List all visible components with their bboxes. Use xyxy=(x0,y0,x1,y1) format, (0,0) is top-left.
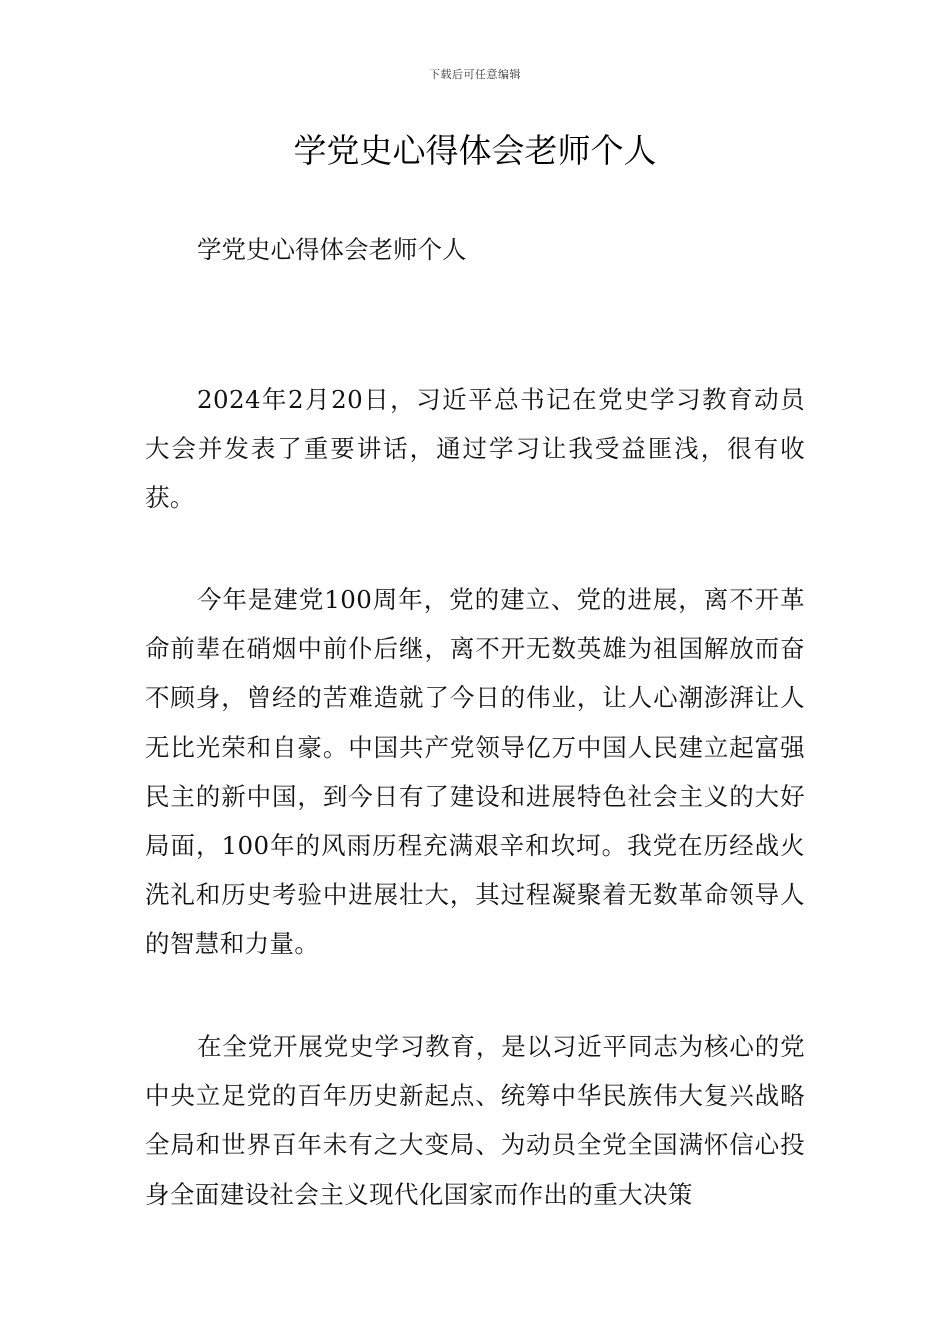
body-paragraph: 2024年2月20日，习近平总书记在党史学习教育动员大会并发表了重要讲话，通过学习让我受益匪浅，很有收获。 xyxy=(145,385,805,513)
body-paragraph: 今年是建党100周年，党的建立、党的进展，离不开革命前辈在硝烟中前仆后继，离不开无数英雄为祖国解放而奋不顾身，曾经的苦难造就了今日的伟业，让人心潮澎湃让人无比光荣和自豪。中国共产党领导亿万中国人民建立起富强民主的新中国，到今日有了建设和进展特色社会主义的大好局面，100年的风雨历程充满艰辛和坎坷。我党在历经战火洗礼和历史考验中进展壮大，其过程凝聚着无数革命领导人的智慧和力量。 xyxy=(145,585,805,959)
body-paragraph: 在全党开展党史学习教育，是以习近平同志为核心的党中央立足党的百年历史新起点、统筹中华民族伟大复兴战略全局和世界百年未有之大变局、为动员全党全国满怀信心投身全面建设社会主义现代化国家而作出的重大决策 xyxy=(145,1032,805,1209)
document-subtitle: 学党史心得体会老师个人 xyxy=(197,235,467,264)
document-title: 学党史心得体会老师个人 xyxy=(293,131,657,170)
header-note: 下载后可任意编辑 xyxy=(429,68,521,81)
